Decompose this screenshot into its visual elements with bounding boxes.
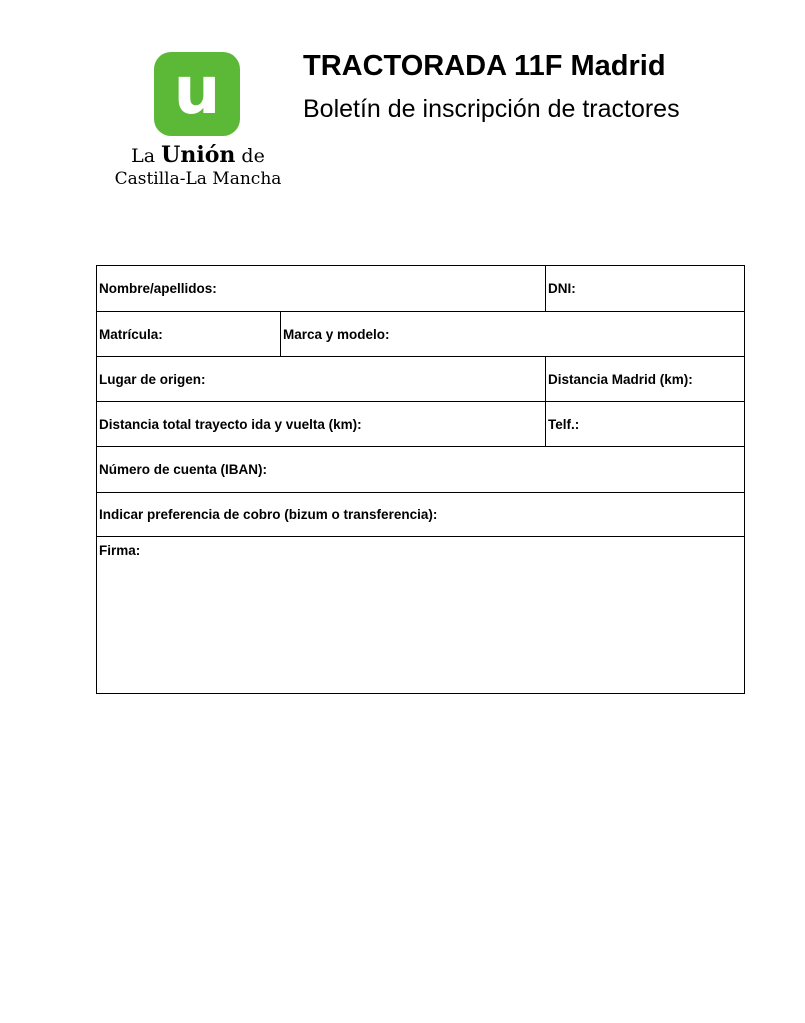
page-subtitle: Boletín de inscripción de tractores (303, 95, 680, 123)
distancia-madrid-label: Distancia Madrid (km): (548, 371, 693, 387)
preferencia-cobro-field[interactable] (97, 493, 744, 536)
marca-modelo-label: Marca y modelo: (283, 326, 390, 342)
logo-text-union: Unión (161, 142, 236, 168)
logo-text-la: La (131, 145, 162, 167)
registration-form (96, 265, 745, 694)
form-row-nombre (97, 266, 744, 312)
preferencia-cobro-label: Indicar preferencia de cobro (bizum o transferencia): (99, 507, 438, 522)
logo-name-line2: Castilla-La Mancha (114, 169, 282, 189)
page-title: TRACTORADA 11F Madrid (303, 50, 666, 82)
form-row-distancia-total (97, 402, 744, 447)
form-row-cuenta (97, 447, 744, 493)
logo-text-de: de (235, 145, 265, 167)
form-row-lugar (97, 357, 744, 402)
nombre-field[interactable] (97, 266, 545, 311)
form-row-cobro (97, 493, 744, 537)
nombre-label: Nombre/apellidos: (99, 281, 217, 296)
logo-mark-letter: u (173, 52, 221, 129)
marca-modelo-field[interactable] (280, 312, 744, 356)
firma-label: Firma: (99, 543, 141, 558)
iban-label: Número de cuenta (IBAN): (99, 462, 268, 477)
lugar-origen-label: Lugar de origen: (99, 371, 206, 387)
organization-logo (108, 50, 288, 195)
iban-field[interactable] (97, 447, 744, 492)
distancia-total-field[interactable] (97, 402, 545, 446)
distancia-total-label: Distancia total trayecto ida y vuelta (km): (99, 416, 362, 432)
lugar-origen-field[interactable] (97, 357, 545, 401)
telefono-label: Telf.: (548, 416, 580, 432)
distancia-madrid-field[interactable] (545, 357, 744, 401)
form-row-firma (97, 537, 744, 693)
matricula-field[interactable] (97, 312, 280, 356)
telefono-field[interactable] (545, 402, 744, 446)
matricula-label: Matrícula: (99, 326, 163, 342)
logo-mark-icon (154, 52, 240, 136)
form-row-matricula (97, 312, 744, 357)
firma-field[interactable] (97, 537, 744, 693)
dni-field[interactable] (545, 266, 744, 311)
logo-name-line1 (108, 142, 288, 168)
dni-label: DNI: (548, 281, 576, 296)
